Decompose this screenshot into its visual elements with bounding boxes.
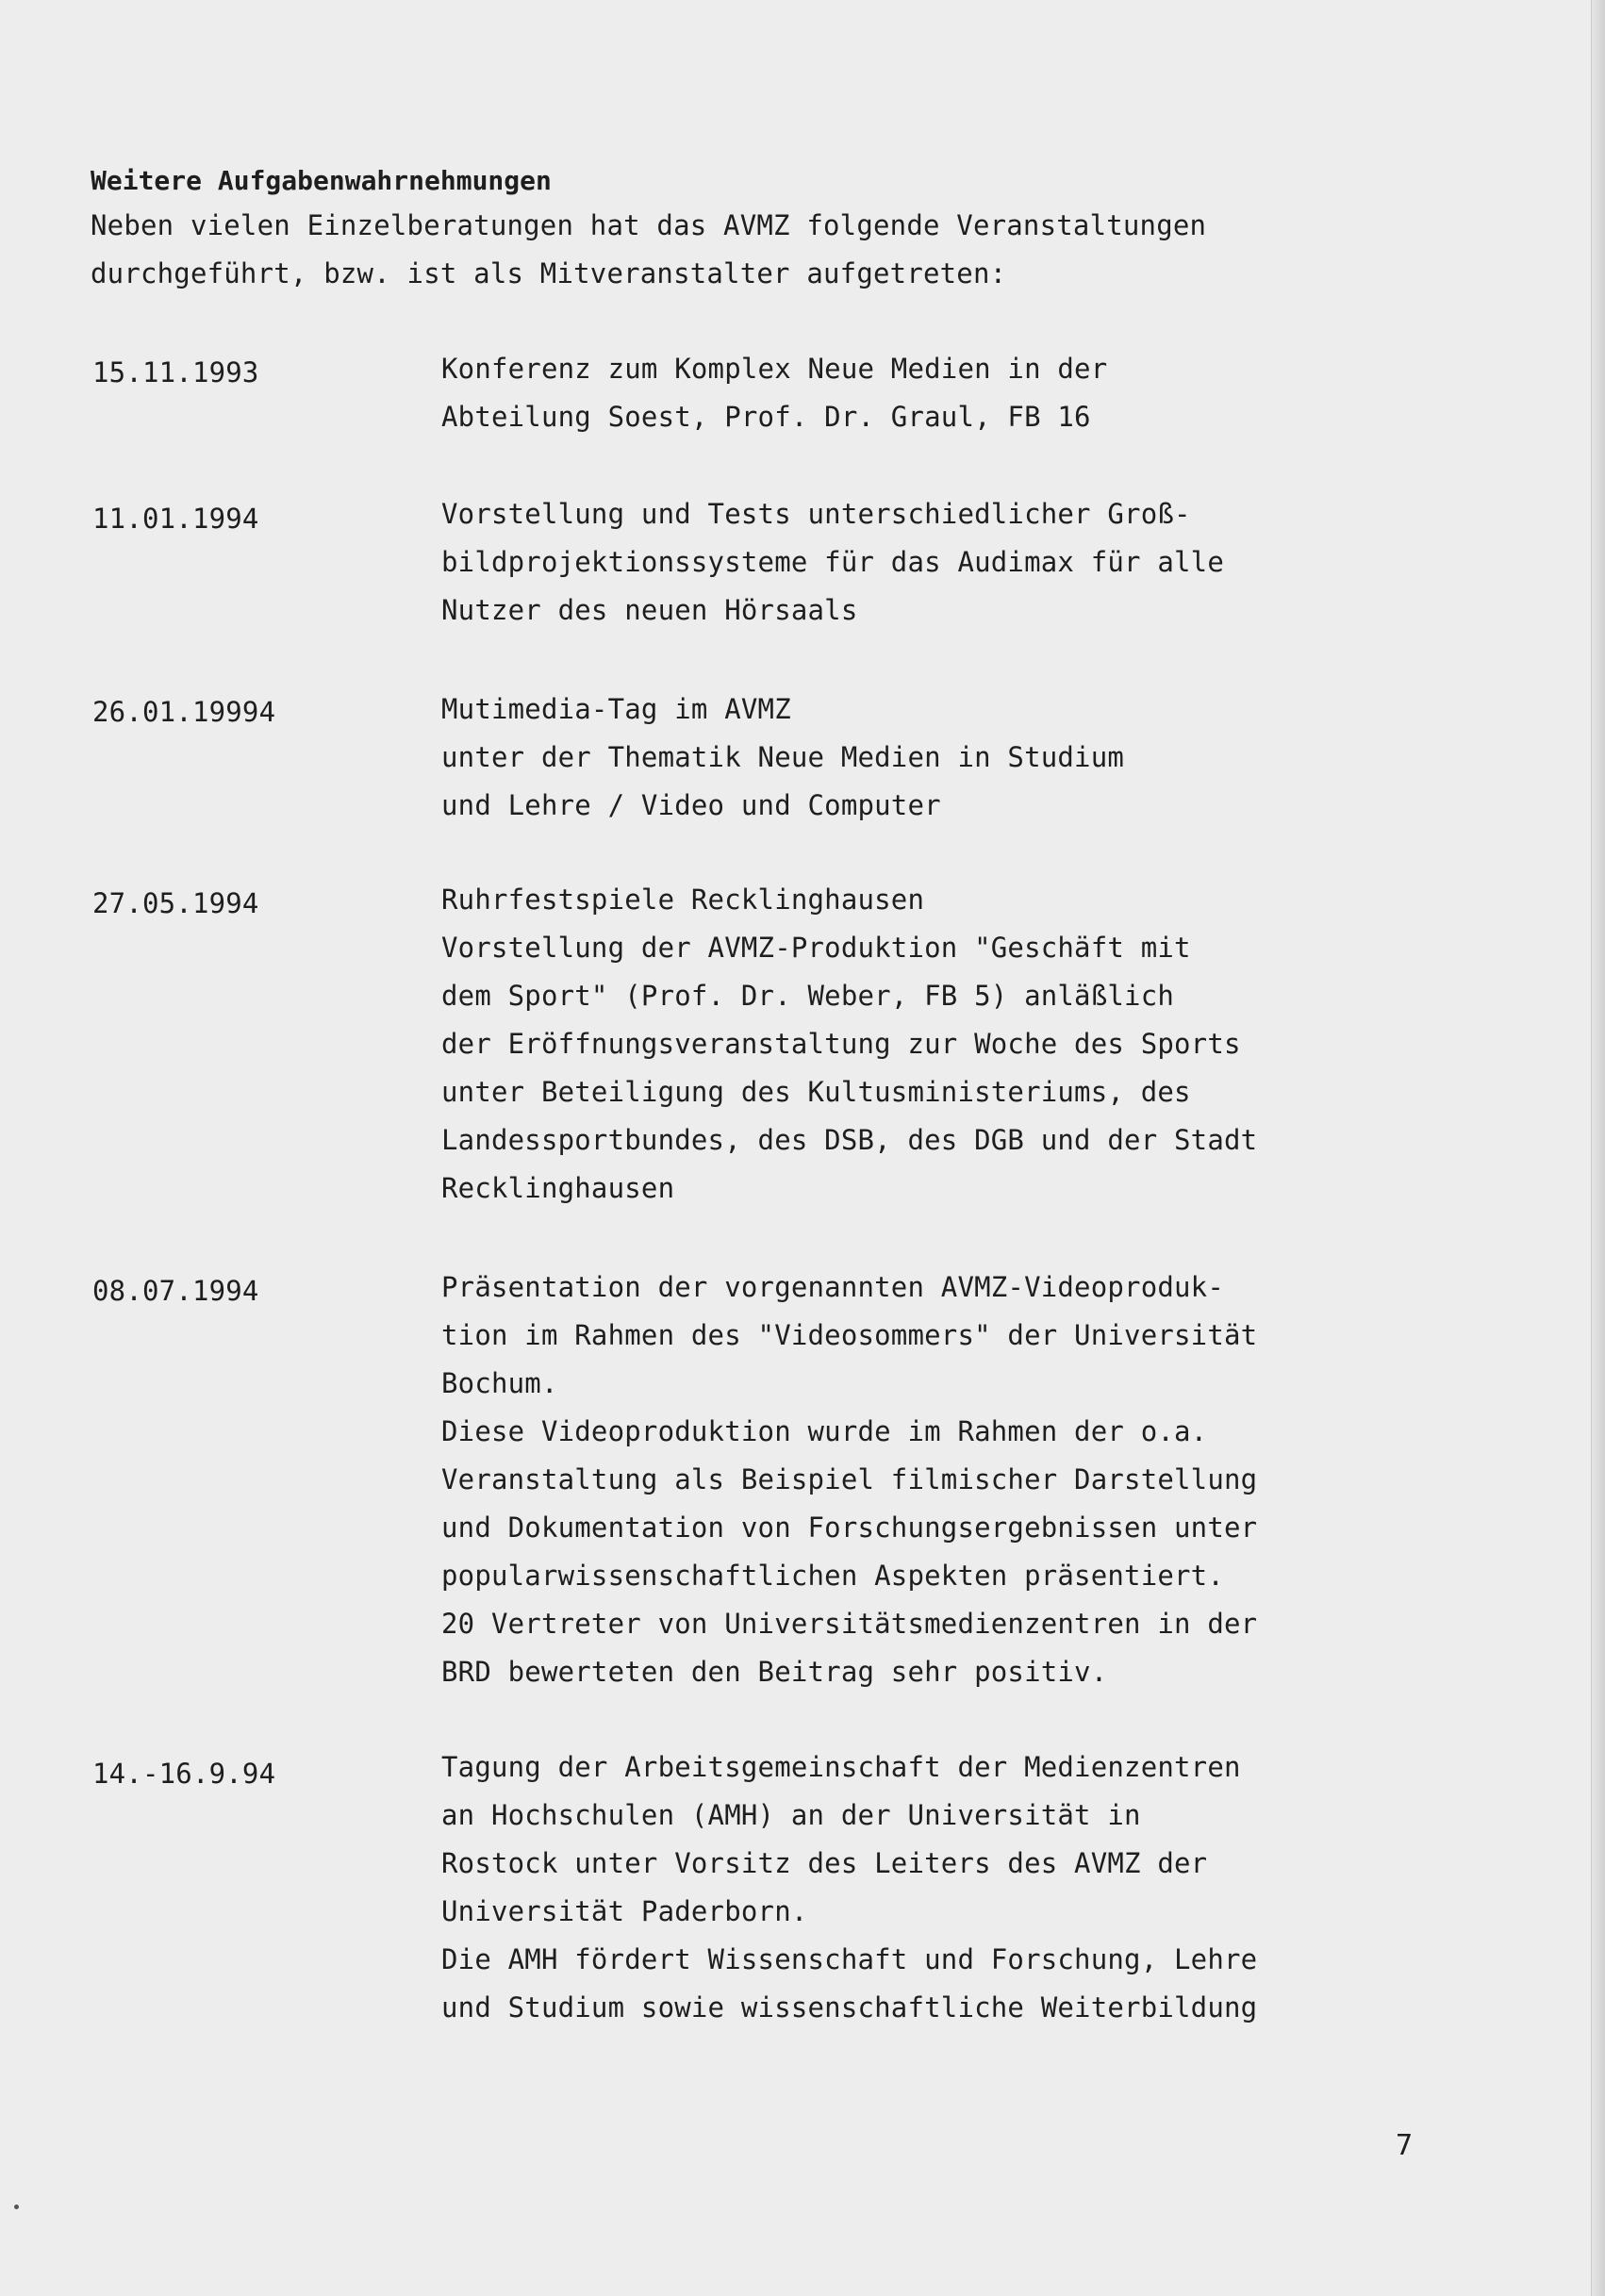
entry-line: Universität Paderborn. [441, 1895, 808, 1927]
entry-line: bildprojektionssysteme für das Audimax für alle [441, 546, 1224, 578]
entry-body [441, 490, 1224, 635]
intro-line: Neben vielen Einzelberatungen hat das AVMZ folgende Veranstaltungen [91, 209, 1207, 241]
entry-line: tion im Rahmen des "Videosommers" der Universität [441, 1319, 1258, 1351]
entry-date: 15.11.1993 [92, 356, 259, 388]
entry-line: Recklinghausen [441, 1172, 675, 1204]
entry-line: Nutzer des neuen Hörsaals [441, 594, 858, 626]
entry-line: unter der Thematik Neue Medien in Studium [441, 741, 1125, 773]
entry-date: 27.05.1994 [92, 887, 259, 919]
entry-line: und Dokumentation von Forschungsergebnissen unter [441, 1511, 1258, 1544]
entry-body [441, 1743, 1257, 2032]
entry-line: Die AMH fördert Wissenschaft und Forschung, Lehre [441, 1943, 1258, 1975]
page-edge [1591, 0, 1605, 2296]
entry-line: Veranstaltung als Beispiel filmischer Darstellung [441, 1463, 1258, 1495]
section-heading: Weitere Aufgabenwahrnehmungen [91, 165, 552, 196]
entry-date: 08.07.1994 [92, 1275, 259, 1307]
entry-date: 26.01.19994 [92, 696, 276, 728]
entry-line: Vorstellung der AVMZ-Produktion "Geschäft mit [441, 932, 1191, 964]
entry-line: unter Beteiligung des Kultusministeriums, des [441, 1076, 1191, 1108]
entry-line: Bochum. [441, 1367, 558, 1399]
entry-line: Landessportbundes, des DSB, des DGB und der Stadt [441, 1124, 1258, 1156]
entry-body [441, 876, 1257, 1213]
entry-line: BRD bewerteten den Beitrag sehr positiv. [441, 1656, 1108, 1688]
entry-line: Tagung der Arbeitsgemeinschaft der Medienzentren [441, 1751, 1241, 1783]
entry-line: Konferenz zum Komplex Neue Medien in der [441, 353, 1108, 385]
entry-line: Diese Videoproduktion wurde im Rahmen der o.a. [441, 1415, 1208, 1447]
entry-line: Mutimedia-Tag im AVMZ [441, 693, 791, 725]
entry-line: und Lehre / Video und Computer [441, 789, 941, 821]
entry-date: 11.01.1994 [92, 503, 259, 535]
entry-line: 20 Vertreter von Universitätsmedienzentren in der [441, 1608, 1258, 1640]
entry-line: Präsentation der vorgenannten AVMZ-Videoproduk- [441, 1271, 1224, 1303]
intro-paragraph [91, 202, 1206, 298]
entry-line: Abteilung Soest, Prof. Dr. Graul, FB 16 [441, 401, 1091, 433]
entry-line: Rostock unter Vorsitz des Leiters des AVMZ der [441, 1847, 1208, 1879]
entry-line: an Hochschulen (AMH) an der Universität in [441, 1799, 1141, 1831]
page-number: 7 [1396, 2129, 1414, 2162]
intro-line: durchgeführt, bzw. ist als Mitveranstalter aufgetreten: [91, 257, 1007, 289]
entry-body [441, 685, 1124, 830]
ink-speck [14, 2205, 19, 2209]
entry-line: Ruhrfestspiele Recklinghausen [441, 884, 925, 916]
entry-line: der Eröffnungsveranstaltung zur Woche des Sports [441, 1028, 1241, 1060]
entry-line: Vorstellung und Tests unterschiedlicher Groß- [441, 498, 1191, 530]
entry-line: und Studium sowie wissenschaftliche Weiterbildung [441, 1991, 1258, 2023]
entry-body [441, 1264, 1257, 1696]
entry-line: popularwissenschaftlichen Aspekten präsentiert. [441, 1560, 1224, 1592]
entry-date: 14.-16.9.94 [92, 1758, 276, 1790]
entry-line: dem Sport" (Prof. Dr. Weber, FB 5) anläßlich [441, 980, 1175, 1012]
entry-body [441, 345, 1107, 441]
